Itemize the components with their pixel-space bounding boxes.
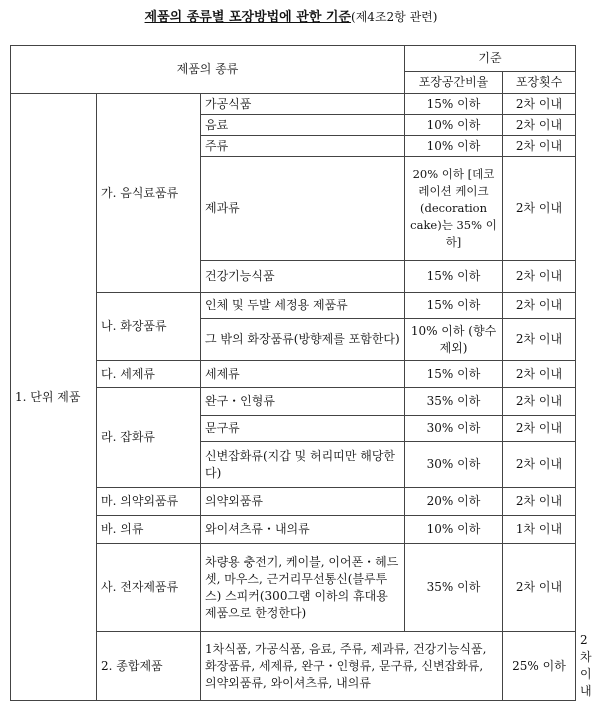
group-ga: 가. 음식료품류 (97, 94, 201, 293)
count-cell: 2차 이내 (503, 442, 576, 488)
item-cell: 신변잡화류(지갑 및 허리띠만 해당한다) (201, 442, 405, 488)
count-cell: 2차 이내 (503, 544, 576, 632)
ratio-cell: 20% 이하 [데코레이션 케이크(decoration cake)는 35% 이하] (405, 157, 503, 261)
count-cell: 2차 이내 (503, 261, 576, 293)
ratio-cell: 30% 이하 (405, 442, 503, 488)
header-product-type: 제품의 종류 (11, 46, 405, 94)
table-row: 2. 종합제품 1차식품, 가공식품, 음료, 주류, 제과류, 건강기능식품, 화장품류, 세제류, 완구・인형류, 문구류, 신변잡화류, 의약외품류, 와이셔츠류, 내의류 25% 이하 2차 이내 (11, 632, 576, 701)
combined-ratio: 25% 이하 (503, 632, 576, 701)
count-cell: 2차 이내 (503, 94, 576, 115)
combined-items: 1차식품, 가공식품, 음료, 주류, 제과류, 건강기능식품, 화장품류, 세제류, 완구・인형류, 문구류, 신변잡화류, 의약외품류, 와이셔츠류, 내의류 (201, 632, 503, 701)
item-cell: 차량용 충전기, 케이블, 이어폰・헤드셋, 마우스, 근거리무선통신(블루투스) 스피커(300그램 이하의 휴대용 제품으로 한정한다) (201, 544, 405, 632)
group-na: 나. 화장품류 (97, 293, 201, 361)
item-cell: 의약외품류 (201, 488, 405, 516)
item-cell: 완구・인형류 (201, 388, 405, 416)
ratio-cell: 15% 이하 (405, 261, 503, 293)
ratio-cell: 30% 이하 (405, 416, 503, 442)
ratio-cell: 10% 이하 (향수 제외) (405, 319, 503, 361)
title-main: 제품의 종류별 포장방법에 관한 기준 (144, 10, 352, 25)
count-cell: 2차 이내 (503, 157, 576, 261)
ratio-cell: 35% 이하 (405, 544, 503, 632)
count-cell: 1차 이내 (503, 516, 576, 544)
item-cell: 세제류 (201, 361, 405, 388)
header-space-ratio: 포장공간비율 (405, 72, 503, 94)
header-count: 포장횟수 (503, 72, 576, 94)
count-cell: 2차 이내 (503, 388, 576, 416)
item-cell: 음료 (201, 115, 405, 136)
group-da: 다. 세제류 (97, 361, 201, 388)
group-unit-products: 1. 단위 제품 (11, 94, 97, 701)
item-cell: 가공식품 (201, 94, 405, 115)
table-row (11, 94, 576, 115)
header-row-1 (11, 46, 576, 72)
count-cell: 2차 이내 (503, 416, 576, 442)
item-cell: 제과류 (201, 157, 405, 261)
document-title (0, 6, 582, 25)
count-cell: 2차 이내 (503, 115, 576, 136)
ratio-cell: 10% 이하 (405, 136, 503, 157)
item-cell: 그 밖의 화장품류(방향제를 포함한다) (201, 319, 405, 361)
title-sub: (제4조2항 관련) (351, 10, 438, 24)
count-cell: 2차 이내 (503, 488, 576, 516)
group-combined: 2. 종합제품 (97, 632, 201, 701)
group-ba: 바. 의류 (97, 516, 201, 544)
header-standard: 기준 (405, 46, 576, 72)
packaging-standards-table (10, 45, 592, 701)
count-cell: 2차 이내 (503, 136, 576, 157)
group-ra: 라. 잡화류 (97, 388, 201, 488)
ratio-cell: 15% 이하 (405, 361, 503, 388)
ratio-cell: 10% 이하 (405, 115, 503, 136)
count-cell: 2차 이내 (503, 319, 576, 361)
ratio-cell: 15% 이하 (405, 293, 503, 319)
group-sa: 사. 전자제품류 (97, 544, 201, 632)
ratio-cell: 10% 이하 (405, 516, 503, 544)
ratio-cell: 15% 이하 (405, 94, 503, 115)
item-cell: 주류 (201, 136, 405, 157)
item-cell: 건강기능식품 (201, 261, 405, 293)
item-cell: 와이셔츠류・내의류 (201, 516, 405, 544)
ratio-cell: 35% 이하 (405, 388, 503, 416)
item-cell: 문구류 (201, 416, 405, 442)
ratio-cell: 20% 이하 (405, 488, 503, 516)
count-cell: 2차 이내 (503, 361, 576, 388)
item-cell: 인체 및 두발 세정용 제품류 (201, 293, 405, 319)
group-ma: 마. 의약외품류 (97, 488, 201, 516)
count-cell: 2차 이내 (503, 293, 576, 319)
